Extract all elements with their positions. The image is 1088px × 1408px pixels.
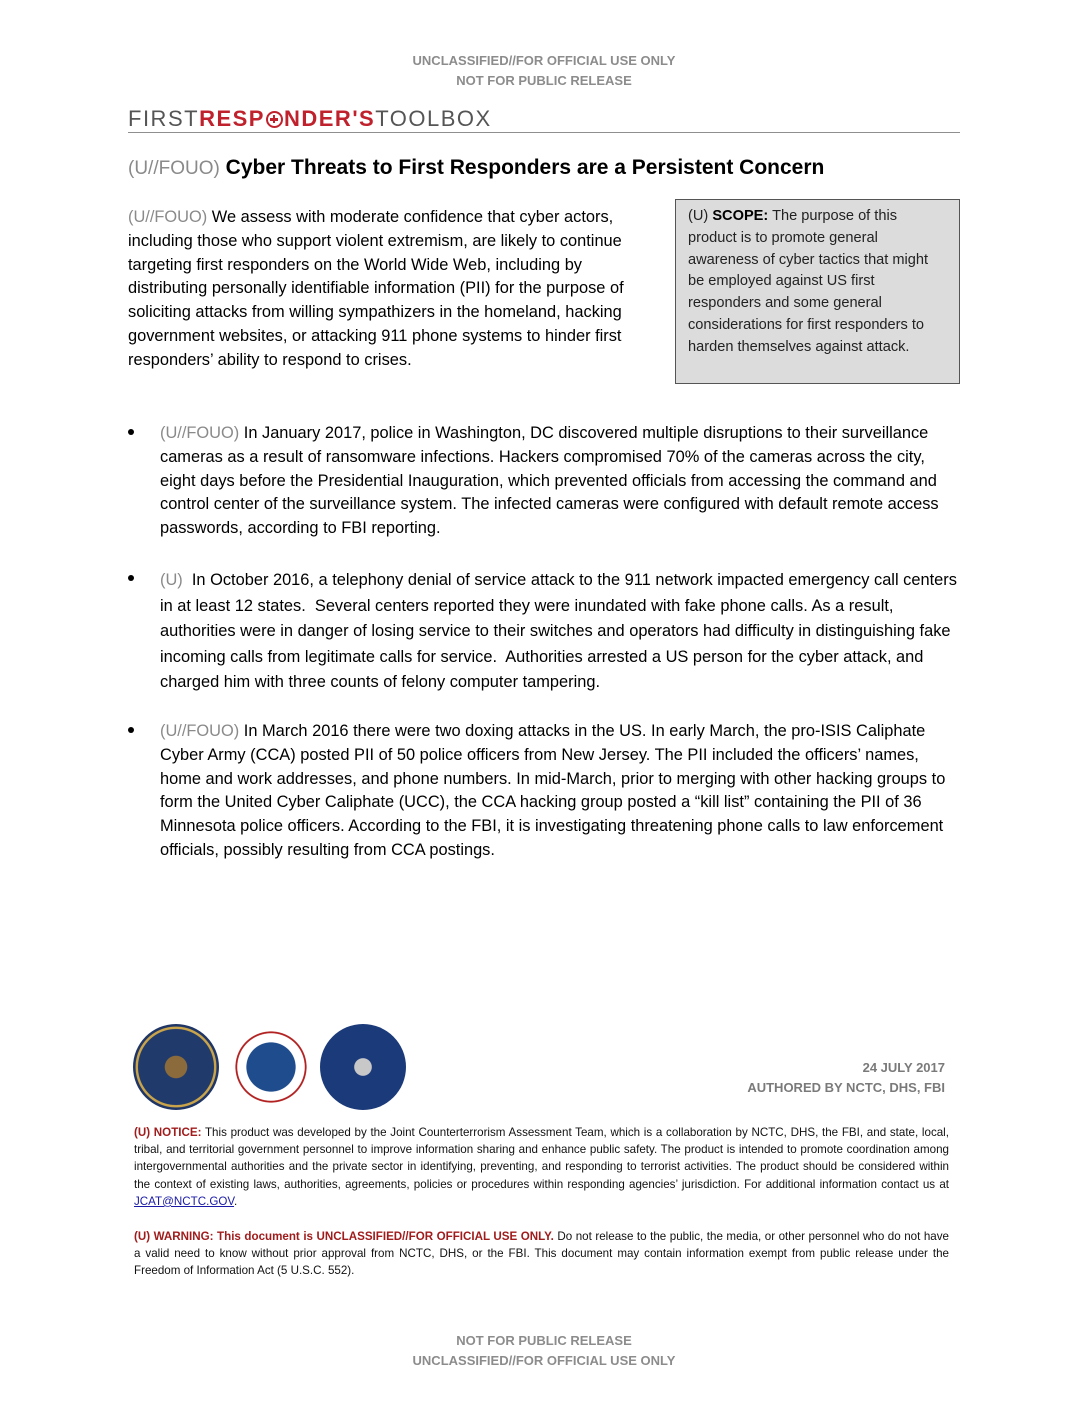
authored-by: AUTHORED BY NCTC, DHS, FBI bbox=[747, 1080, 945, 1095]
scope-box bbox=[675, 199, 960, 384]
scope-label: SCOPE: bbox=[712, 208, 769, 224]
logo-resp: RESP bbox=[199, 106, 265, 131]
header-divider bbox=[128, 132, 960, 133]
warning-label: (U) WARNING: This document is UNCLASSIFIED//FOR OFFICIAL USE ONLY. bbox=[134, 1230, 554, 1243]
bullet-marking: (U//FOUO) bbox=[160, 424, 240, 442]
classification-line: UNCLASSIFIED//FOR OFFICIAL USE ONLY bbox=[412, 1353, 676, 1368]
page-title bbox=[128, 154, 824, 183]
bullet-dot-icon bbox=[128, 575, 134, 581]
warning-paragraph bbox=[134, 1228, 949, 1280]
publication-date: 24 JULY 2017 bbox=[862, 1060, 945, 1075]
logo-toolbox: TOOLBOX bbox=[375, 106, 492, 131]
scope-text: The purpose of this product is to promote general awareness of cyber tactics that might be employed against US first responders and some general considerations for first responders to harden themselves against attack. bbox=[688, 208, 929, 355]
title-text: Cyber Threats to First Responders are a Persistent Concern bbox=[225, 156, 825, 179]
lead-text: We assess with moderate confidence that cyber actors, including those who support violent extremism, are likely to continue targeting first responders on the World Wide Web, including by distributing personally identifiable information (PII) for the purpose of soliciting attacks from willing sympathizers in the homeland, hacking government websites, or attacking 911 phone systems to hinder first responders’ ability to respond to crises. bbox=[128, 208, 624, 369]
warning-text: Do not release to the public, the media, or other personnel who do not have a valid need to know without prior approval from NCTC, DHS, or the FBI. This document may contain information exempt from public release under the Freedom of Information Act (5 U.S.C. 552). bbox=[134, 1230, 949, 1278]
title-marking: (U//FOUO) bbox=[128, 158, 220, 179]
bullet-text: In October 2016, a telephony denial of service attack to the 911 network impacted emergency call centers in at least 12 states. Several centers reported they were inundated with fake phone calls. As a result, authorities were in danger of losing service to their switches and operators had difficulty in distinguishing fake incoming calls from legitimate calls for service. Authorities arrested a US person for the cyber attack, and charged him with three counts of felony computer tampering. bbox=[160, 571, 962, 691]
classification-line: UNCLASSIFIED//FOR OFFICIAL USE ONLY bbox=[412, 53, 676, 68]
release-line: NOT FOR PUBLIC RELEASE bbox=[456, 1333, 632, 1348]
first-responders-toolbox-logo bbox=[128, 104, 492, 134]
notice-text: This product was developed by the Joint Counterterrorism Assessment Team, which is a collaboration by NCTC, DHS, the FBI, and state, local, tribal, and territorial government personnel to improve information sharing and enhance public safety. The product is intended to promote coordination among intergovernmental authorities and the private sector in identifying, preventing, and responding to terrorist activities. The product should be considered within the context of existing laws, authorities, agreements, policies or procedures within responding agencies’ jurisdiction. For additional information contact us at bbox=[134, 1126, 949, 1191]
lead-paragraph bbox=[128, 206, 658, 373]
scope-marking: (U) bbox=[688, 208, 713, 224]
bullet-text: In March 2016 there were two doxing attacks in the US. In early March, the pro-ISIS Caliphate Cyber Army (CCA) posted PII of 50 police officers from New Jersey. The PII included the officers’ names, home and work addresses, and phone numbers. In mid-March, prior to merging with other hacking groups to form the United Cyber Caliphate (UCC), the CCA hacking group posted a “kill list” containing the PII of 36 Minnesota police officers. According to the FBI, it is investigating threatening phone calls to law enforcement officials, possibly resulting from CCA postings. bbox=[160, 722, 946, 859]
logo-nders: NDER'S bbox=[283, 106, 376, 131]
dhs-seal-icon bbox=[228, 1024, 314, 1110]
notice-end: . bbox=[234, 1194, 238, 1208]
medical-cross-icon bbox=[266, 111, 283, 128]
contact-email-link[interactable]: JCAT@NCTC.GOV bbox=[134, 1194, 235, 1208]
notice-label: (U) NOTICE: bbox=[134, 1126, 202, 1139]
bullet-dot-icon bbox=[128, 429, 134, 435]
bullet-text: In January 2017, police in Washington, DC discovered multiple disruptions to their surveillance cameras as a result of ransomware infections. Hackers compromised 70% of the cameras across the city, eight days before the Presidential Inauguration, which prevented officials from accessing the command and control center of the surveillance system. The infected cameras were configured with default remote access passwords, according to FBI reporting. bbox=[160, 424, 939, 538]
release-line: NOT FOR PUBLIC RELEASE bbox=[456, 73, 632, 88]
nctc-seal-icon bbox=[133, 1024, 219, 1110]
fbi-seal-icon bbox=[320, 1024, 406, 1110]
logo-first: FIRST bbox=[128, 106, 200, 131]
bullet-marking: (U//FOUO) bbox=[160, 722, 240, 740]
classification-banner-bottom bbox=[0, 1331, 1088, 1371]
notice-paragraph bbox=[134, 1124, 949, 1210]
lead-marking: (U//FOUO) bbox=[128, 208, 208, 226]
bullet-dot-icon bbox=[128, 727, 134, 733]
bullet-marking: (U) bbox=[160, 571, 183, 589]
classification-banner-top bbox=[0, 51, 1088, 91]
